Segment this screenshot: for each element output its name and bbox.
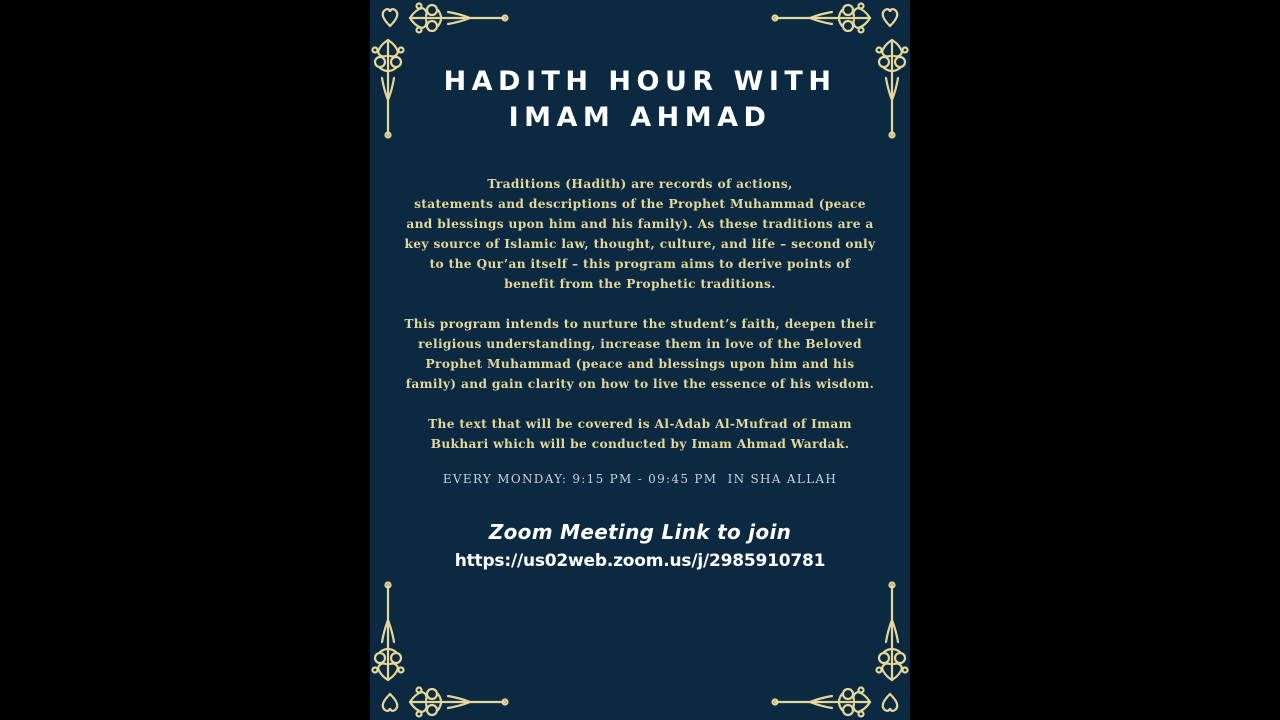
poster [370, 0, 910, 720]
paragraph-line: religious understanding, increase them in love of the Beloved [418, 337, 862, 351]
schedule-text: EVERY MONDAY: 9:15 PM - 09:45 PM IN SHA ALLAH [442, 472, 838, 486]
paragraph-line: The text that will be covered is Al-Adab Al-Mufrad of Imam [428, 417, 852, 431]
paragraph-line: Traditions (Hadith) are records of actions, [487, 177, 793, 191]
zoom-heading: Zoom Meeting Link to join [488, 520, 792, 544]
paragraph-line: key source of Islamic law, thought, culture, and life – second only [404, 237, 876, 251]
description-paragraph-2 [370, 314, 910, 394]
description-paragraph-3 [370, 414, 910, 454]
corner-ornament-bottom-left-icon [370, 580, 510, 720]
corner-ornament-bottom-right-icon [770, 580, 910, 720]
paragraph-line: to the Qur’an itself – this program aims to derive points of [429, 257, 851, 271]
poster-title-line-1: HADITH HOUR WITH [443, 66, 837, 97]
description-paragraph-1 [370, 174, 910, 294]
paragraph-line: Prophet Muhammad (peace and blessings upon him and his [425, 357, 855, 371]
poster-title-line-2: IMAM AHMAD [508, 102, 772, 133]
zoom-meeting-link[interactable]: https://us02web.zoom.us/j/2985910781 [454, 551, 826, 571]
paragraph-line: benefit from the Prophetic traditions. [504, 277, 776, 291]
paragraph-line: statements and descriptions of the Prophet Muhammad (peace [414, 197, 866, 211]
paragraph-line: This program intends to nurture the student’s faith, deepen their [404, 317, 876, 331]
paragraph-line: family) and gain clarity on how to live the essence of his wisdom. [405, 377, 875, 391]
paragraph-line: and blessings upon him and his family). As these traditions are a [406, 217, 874, 231]
paragraph-line: Bukhari which will be conducted by Imam Ahmad Wardak. [430, 437, 850, 451]
